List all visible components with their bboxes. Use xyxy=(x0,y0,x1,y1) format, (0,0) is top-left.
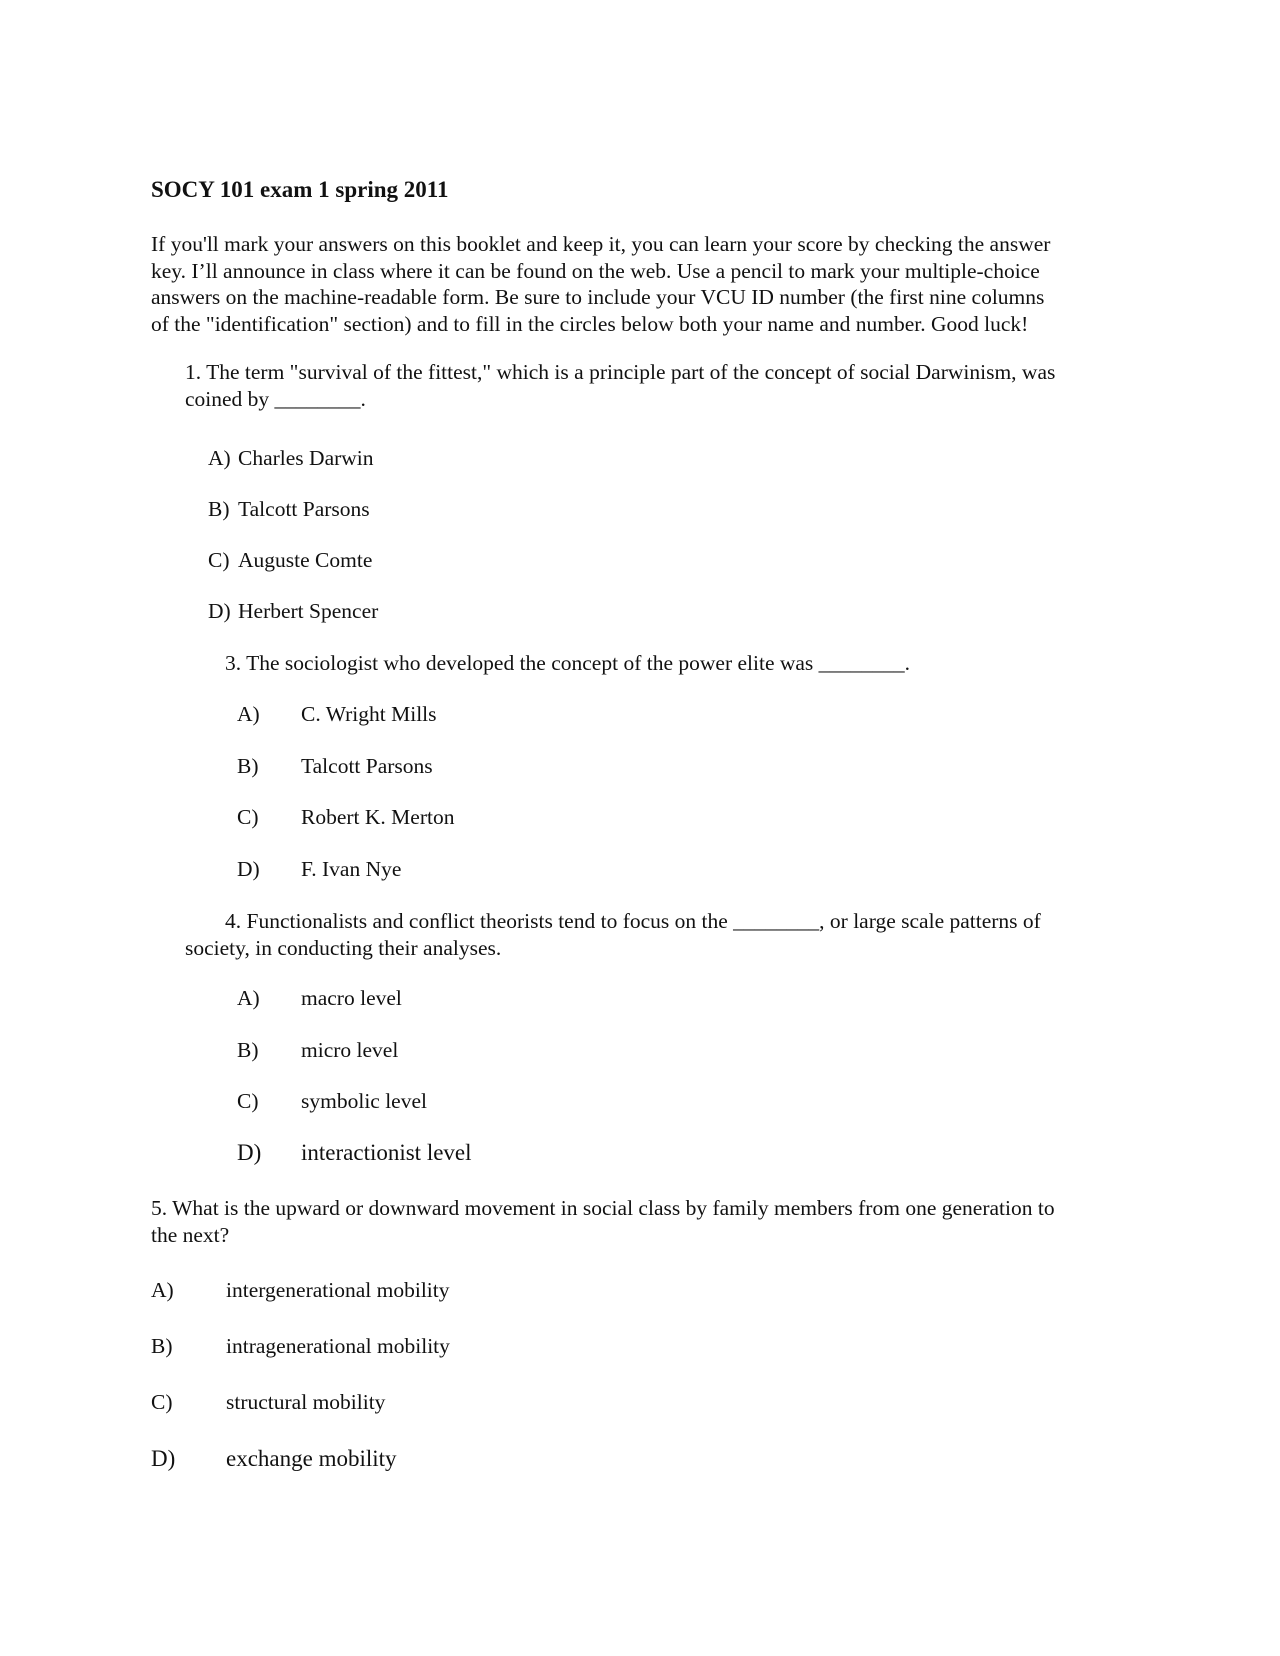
option-text: exchange mobility xyxy=(226,1446,397,1471)
question-line: 4. Functionalists and conflict theorists tend to focus on the ________, or large scale patterns of xyxy=(225,909,1041,933)
question-4-option-b[interactable] xyxy=(237,1037,398,1063)
option-letter: D) xyxy=(237,1140,262,1165)
option-letter: C) xyxy=(151,1390,173,1414)
option-text: intergenerational mobility xyxy=(226,1278,450,1302)
option-text: symbolic level xyxy=(301,1089,427,1113)
option-text: intragenerational mobility xyxy=(226,1334,450,1358)
option-letter: B) xyxy=(237,754,259,778)
option-text: F. Ivan Nye xyxy=(301,857,402,881)
question-3-text xyxy=(225,650,910,677)
option-letter: A) xyxy=(237,702,260,726)
option-text: Charles Darwin xyxy=(238,446,374,470)
question-4-text xyxy=(185,908,1041,961)
question-1-option-d[interactable] xyxy=(208,598,378,624)
option-text: macro level xyxy=(301,986,402,1010)
option-text: Robert K. Merton xyxy=(301,805,455,829)
instructions-line: key. I’ll announce in class where it can be found on the web. Use a pencil to mark your multiple-choice xyxy=(151,258,1040,283)
question-line: society, in conducting their analyses. xyxy=(185,935,502,960)
question-line: the next? xyxy=(151,1222,230,1247)
instructions-line: answers on the machine-readable form. Be sure to include your VCU ID number (the first nine columns xyxy=(151,285,1045,309)
question-3-option-d[interactable] xyxy=(237,856,401,882)
instructions-line: If you'll mark your answers on this booklet and keep it, you can learn your score by checking the answer xyxy=(151,232,1051,256)
option-text: Talcott Parsons xyxy=(301,754,433,778)
question-5-option-b[interactable] xyxy=(151,1333,450,1359)
question-1-option-c[interactable] xyxy=(208,547,372,573)
question-line: 3. The sociologist who developed the concept of the power elite was ________. xyxy=(225,651,911,675)
question-4-option-a[interactable] xyxy=(237,985,402,1011)
question-4-option-d[interactable] xyxy=(237,1140,472,1166)
question-line: coined by ________. xyxy=(185,386,366,411)
option-letter: A) xyxy=(208,446,231,470)
option-letter: B) xyxy=(237,1038,259,1062)
option-text: C. Wright Mills xyxy=(301,702,437,726)
option-letter: D) xyxy=(208,599,231,623)
instructions-paragraph xyxy=(151,231,1126,337)
option-letter: B) xyxy=(208,497,230,521)
question-1-option-a[interactable] xyxy=(208,445,374,471)
question-3-option-c[interactable] xyxy=(237,804,454,830)
question-3-option-a[interactable] xyxy=(237,701,437,727)
exam-title: SOCY 101 exam 1 spring 2011 xyxy=(151,177,449,202)
option-text: micro level xyxy=(301,1038,399,1062)
option-letter: C) xyxy=(237,1089,259,1113)
option-text: interactionist level xyxy=(301,1140,472,1165)
option-letter: D) xyxy=(237,857,260,881)
option-letter: D) xyxy=(151,1446,176,1471)
option-letter: C) xyxy=(237,805,259,829)
question-5-option-d[interactable] xyxy=(151,1446,397,1472)
question-1-text xyxy=(185,359,1055,412)
instructions-line: of the "identification" section) and to fill in the circles below both your name and number. Good luck! xyxy=(151,311,1029,336)
question-4-option-c[interactable] xyxy=(237,1088,427,1114)
question-line: 5. What is the upward or downward movement in social class by family members from one generation to xyxy=(151,1196,1055,1220)
option-letter: A) xyxy=(237,986,260,1010)
option-letter: A) xyxy=(151,1278,174,1302)
question-3-option-b[interactable] xyxy=(237,753,433,779)
question-line: 1. The term "survival of the fittest," which is a principle part of the concept of social Darwinism, was xyxy=(185,360,1056,384)
option-letter: C) xyxy=(208,548,230,572)
option-text: Herbert Spencer xyxy=(238,599,379,623)
option-letter: B) xyxy=(151,1334,173,1358)
option-text: Talcott Parsons xyxy=(238,497,370,521)
option-text: structural mobility xyxy=(226,1390,386,1414)
question-1-option-b[interactable] xyxy=(208,496,370,522)
question-5-text xyxy=(151,1195,1055,1248)
question-5-option-a[interactable] xyxy=(151,1277,450,1303)
option-text: Auguste Comte xyxy=(238,548,373,572)
question-5-option-c[interactable] xyxy=(151,1389,385,1415)
